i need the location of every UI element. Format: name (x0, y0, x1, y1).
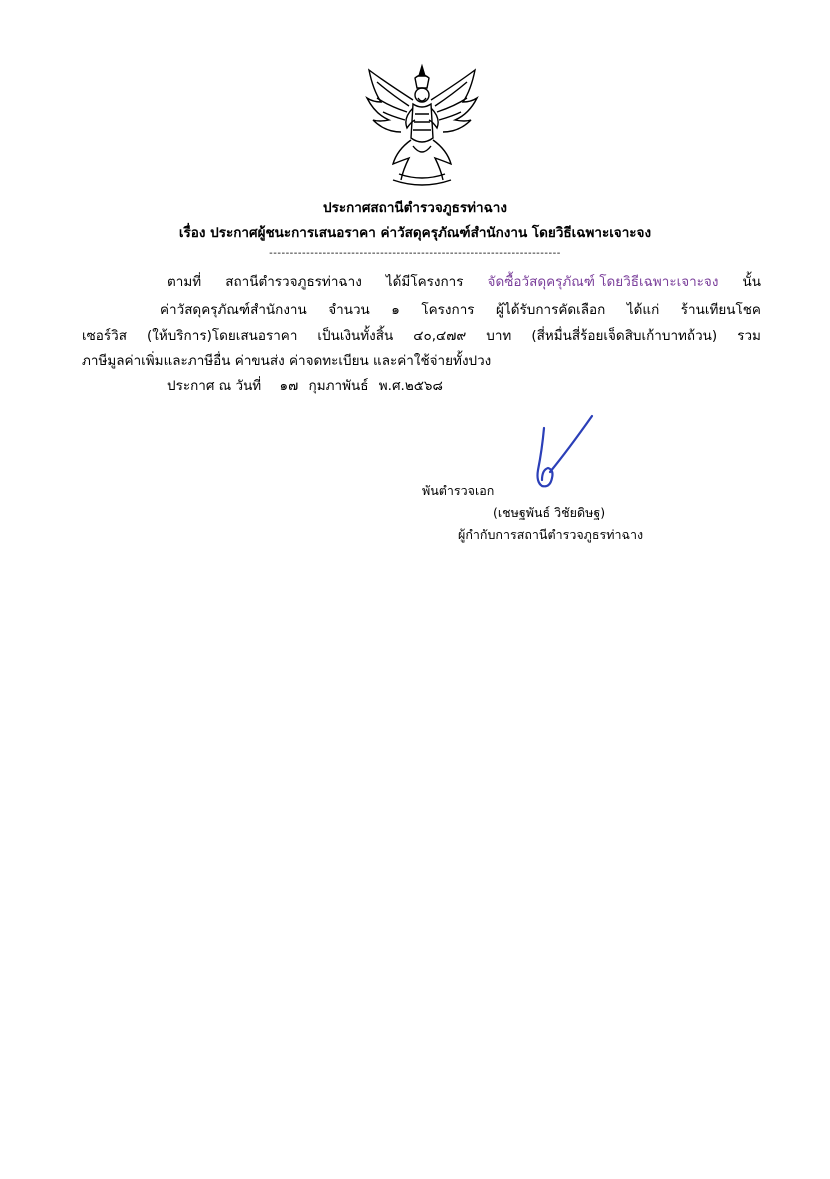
announce-month: กุมภาพันธ์ (308, 378, 369, 394)
divider-line: ----------------------------------------------------------------------- (269, 248, 561, 259)
amount-value: ๔๐,๔๗๙ (413, 328, 467, 344)
project-name: จัดซื้อวัสดุครุภัณฑ์ โดยวิธีเฉพาะเจาะจง (487, 274, 719, 290)
body-text: รวม (737, 328, 761, 344)
garuda-emblem (363, 62, 481, 190)
body-text: เป็นเงินทั้งสิ้น (317, 328, 394, 344)
body-text: บาท (486, 328, 512, 344)
body-line-3 (82, 324, 761, 346)
body-text: ผู้ได้รับการคัดเลือก (496, 302, 606, 318)
body-text: ค่าวัสดุครุภัณฑ์สำนักงาน (160, 302, 307, 318)
signer-position: ผู้กำกับการสถานีตำรวจภูธรท่าฉาง (458, 527, 644, 542)
announce-date (167, 374, 443, 396)
announce-day: ๑๗ (279, 378, 299, 394)
announcement-title: ประกาศสถานีตำรวจภูธรท่าฉาง (323, 200, 507, 216)
amount-in-words: (สี่หมื่นสี่ร้อยเจ็ดสิบเก้าบาทถ้วน) (531, 328, 718, 344)
body-text: ได้แก่ (626, 302, 660, 318)
announce-year: พ.ศ.๒๕๖๘ (378, 378, 443, 394)
body-text: นั้น (742, 274, 761, 290)
vendor-name: ร้านเทียนโชค (680, 302, 761, 318)
body-text: ได้มีโครงการ (385, 274, 464, 290)
vendor-name-cont: เซอร์วิส (82, 328, 127, 344)
announce-prefix: ประกาศ ณ วันที่ (167, 378, 262, 394)
body-text: สถานีตำรวจภูธรท่าฉาง (225, 274, 362, 290)
body-text: ๑ (391, 302, 400, 318)
body-text: ตามที่ (167, 274, 202, 290)
body-line-4: ภาษีมูลค่าเพิ่มและภาษีอื่น ค่าขนส่ง ค่าจดทะเบียน และค่าใช้จ่ายทั้งปวง (82, 353, 492, 369)
announcement-subject: เรื่อง ประกาศผู้ชนะการเสนอราคา ค่าวัสดุครุภัณฑ์สำนักงาน โดยวิธีเฉพาะเจาะจง (178, 225, 652, 241)
handwritten-signature (528, 410, 600, 496)
body-line-2 (160, 298, 761, 320)
body-text: จำนวน (328, 302, 370, 318)
body-text: โครงการ (421, 302, 475, 318)
signer-rank: พันตำรวจเอก (422, 483, 495, 498)
body-text: (ให้บริการ)โดยเสนอราคา (146, 328, 298, 344)
body-line-1 (167, 270, 761, 292)
signer-name: (เชษฐพันธ์ วิชัยดิษฐ) (493, 505, 606, 520)
